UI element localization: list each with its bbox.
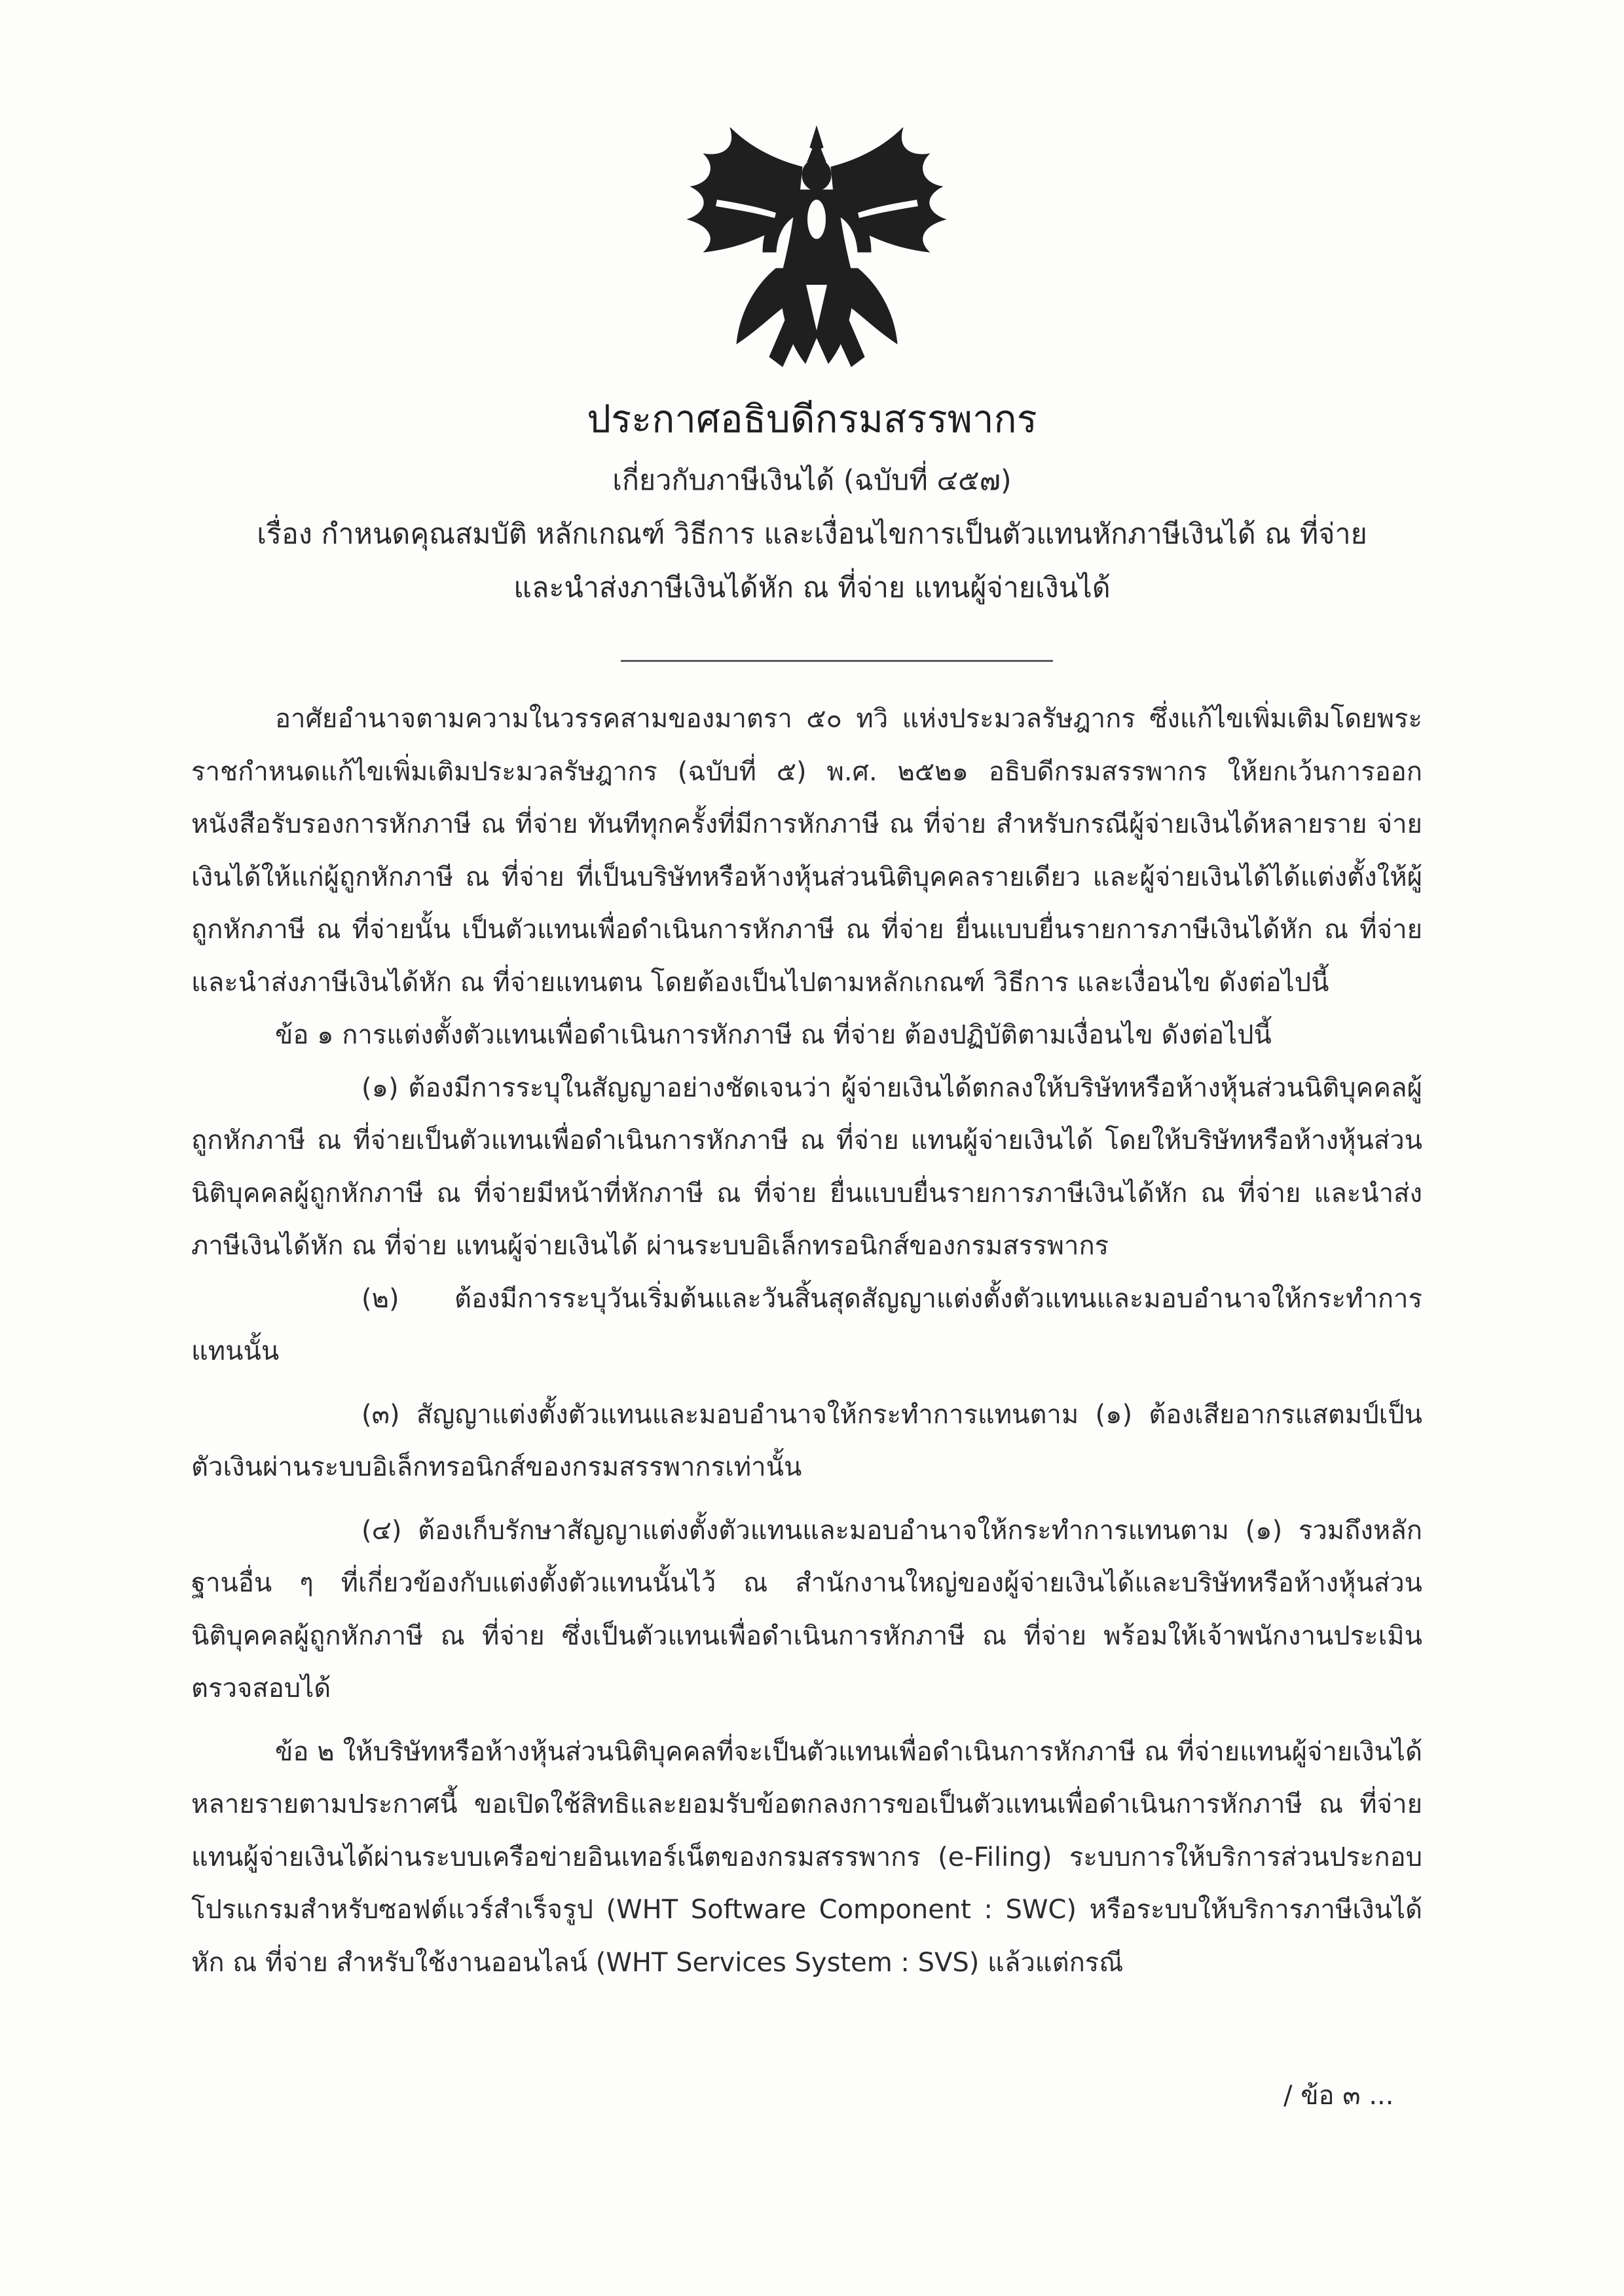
announcement-subtitle: เกี่ยวกับภาษีเงินได้ (ฉบับที่ ๔๕๗) [612,464,1012,497]
subject-line-2: และนำส่งภาษีเงินได้หัก ณ ที่จ่าย แทนผู้จ่ายเงินได้ [513,572,1111,604]
clause-1-item-2: (๒) ต้องมีการระบุวันเริ่มต้นและวันสิ้นสุดสัญญาแต่งตั้งตัวแทนและมอบอำนาจให้กระทำการแทนนั้น [191,1283,1422,1366]
clause-1-item-3: (๓) สัญญาแต่งตั้งตัวแทนและมอบอำนาจให้กระทำการแทนตาม (๑) ต้องเสียอากรแสตมป์เป็นตัวเงินผ่านระบบอิเล็กทรอนิกส์ของกรมสรรพากรเท่านั้น [191,1399,1422,1482]
clause-2: ข้อ ๒ ให้บริษัทหรือห้างหุ้นส่วนนิติบุคคลที่จะเป็นตัวแทนเพื่อดำเนินการหักภาษี ณ ที่จ่ายแทนผู้จ่ายเงินได้หลายรายตามประกาศนี้ ขอเปิดใช้สิทธิและยอมรับข้อตกลงการขอเป็นตัวแทนเพื่อดำเนินการหักภาษี ณ ที่จ่าย แทนผู้จ่ายเงินได้ผ่านระบบเครือข่ายอินเทอร์เน็ตของกรมสรรพากร (e-Filing) ระบบการให้บริการส่วนประกอบโปรแกรมสำหรับซอฟต์แวร์สำเร็จรูป (WHT Software Component : SWC) หรือระบบให้บริการภาษีเงินได้หัก ณ ที่จ่าย สำหรับใช้งานออนไลน์ (WHT Services System : SVS) แล้วแต่กรณี [191,1736,1422,1978]
garuda-emblem [678,121,956,376]
page-continuation: / ข้อ ๓ ... [1283,2081,1394,2111]
preamble-paragraph: อาศัยอำนาจตามความในวรรคสามของมาตรา ๕๐ ทวิ แห่งประมวลรัษฎากร ซึ่งแก้ไขเพิ่มเติมโดยพระราชกำหนดแก้ไขเพิ่มเติมประมวลรัษฎากร (ฉบับที่ ๕) พ.ศ. ๒๕๒๑ อธิบดีกรมสรรพากร ให้ยกเว้นการออกหนังสือรับรองการหักภาษี ณ ที่จ่าย ทันทีทุกครั้งที่มีการหักภาษี ณ ที่จ่าย สำหรับกรณีผู้จ่ายเงินได้หลายราย จ่ายเงินได้ให้แก่ผู้ถูกหักภาษี ณ ที่จ่าย ที่เป็นบริษัทหรือห้างหุ้นส่วนนิติบุคคลรายเดียว และผู้จ่ายเงินได้ได้แต่งตั้งให้ผู้ถูกหักภาษี ณ ที่จ่ายนั้น เป็นตัวแทนเพื่อดำเนินการหักภาษี ณ ที่จ่าย ยื่นแบบยื่นรายการภาษีเงินได้หัก ณ ที่จ่าย และนำส่งภาษีเงินได้หัก ณ ที่จ่ายแทนตน โดยต้องเป็นไปตามหลักเกณฑ์ วิธีการ และเงื่อนไข ดังต่อไปนี้ [191,704,1422,998]
clause-1: ข้อ ๑ การแต่งตั้งตัวแทนเพื่อดำเนินการหักภาษี ณ ที่จ่าย ต้องปฏิบัติตามเงื่อนไข ดังต่อไปนี้ [275,1020,1272,1050]
divider [621,660,1053,662]
announcement-title: ประกาศอธิบดีกรมสรรพากร [587,397,1037,441]
subject-line-1: เรื่อง กำหนดคุณสมบัติ หลักเกณฑ์ วิธีการ และเงื่อนไขการเป็นตัวแทนหักภาษีเงินได้ ณ ที่จ่าย [257,518,1367,551]
clause-1-item-1: (๑) ต้องมีการระบุในสัญญาอย่างชัดเจนว่า ผู้จ่ายเงินได้ตกลงให้บริษัทหรือห้างหุ้นส่วนนิติบุคคลผู้ถูกหักภาษี ณ ที่จ่ายเป็นตัวแทนเพื่อดำเนินการหักภาษี ณ ที่จ่าย แทนผู้จ่ายเงินได้ โดยให้บริษัทหรือห้างหุ้นส่วนนิติบุคคลผู้ถูกหักภาษี ณ ที่จ่ายมีหน้าที่หักภาษี ณ ที่จ่าย ยื่นแบบยื่นรายการภาษีเงินได้หัก ณ ที่จ่าย และนำส่งภาษีเงินได้หัก ณ ที่จ่าย แทนผู้จ่ายเงินได้ ผ่านระบบอิเล็กทรอนิกส์ของกรมสรรพากร [191,1072,1422,1261]
document-body [191,693,1422,1989]
clause-1-item-4: (๔) ต้องเก็บรักษาสัญญาแต่งตั้งตัวแทนและมอบอำนาจให้กระทำการแทนตาม (๑) รวมถึงหลักฐานอื่น ๆ ที่เกี่ยวข้องกับแต่งตั้งตัวแทนนั้นไว้ ณ สำนักงานใหญ่ของผู้จ่ายเงินได้และบริษัทหรือห้างหุ้นส่วนนิติบุคคลผู้ถูกหักภาษี ณ ที่จ่าย ซึ่งเป็นตัวแทนเพื่อดำเนินการหักภาษี ณ ที่จ่าย พร้อมให้เจ้าพนักงานประเมินตรวจสอบได้ [191,1515,1422,1704]
